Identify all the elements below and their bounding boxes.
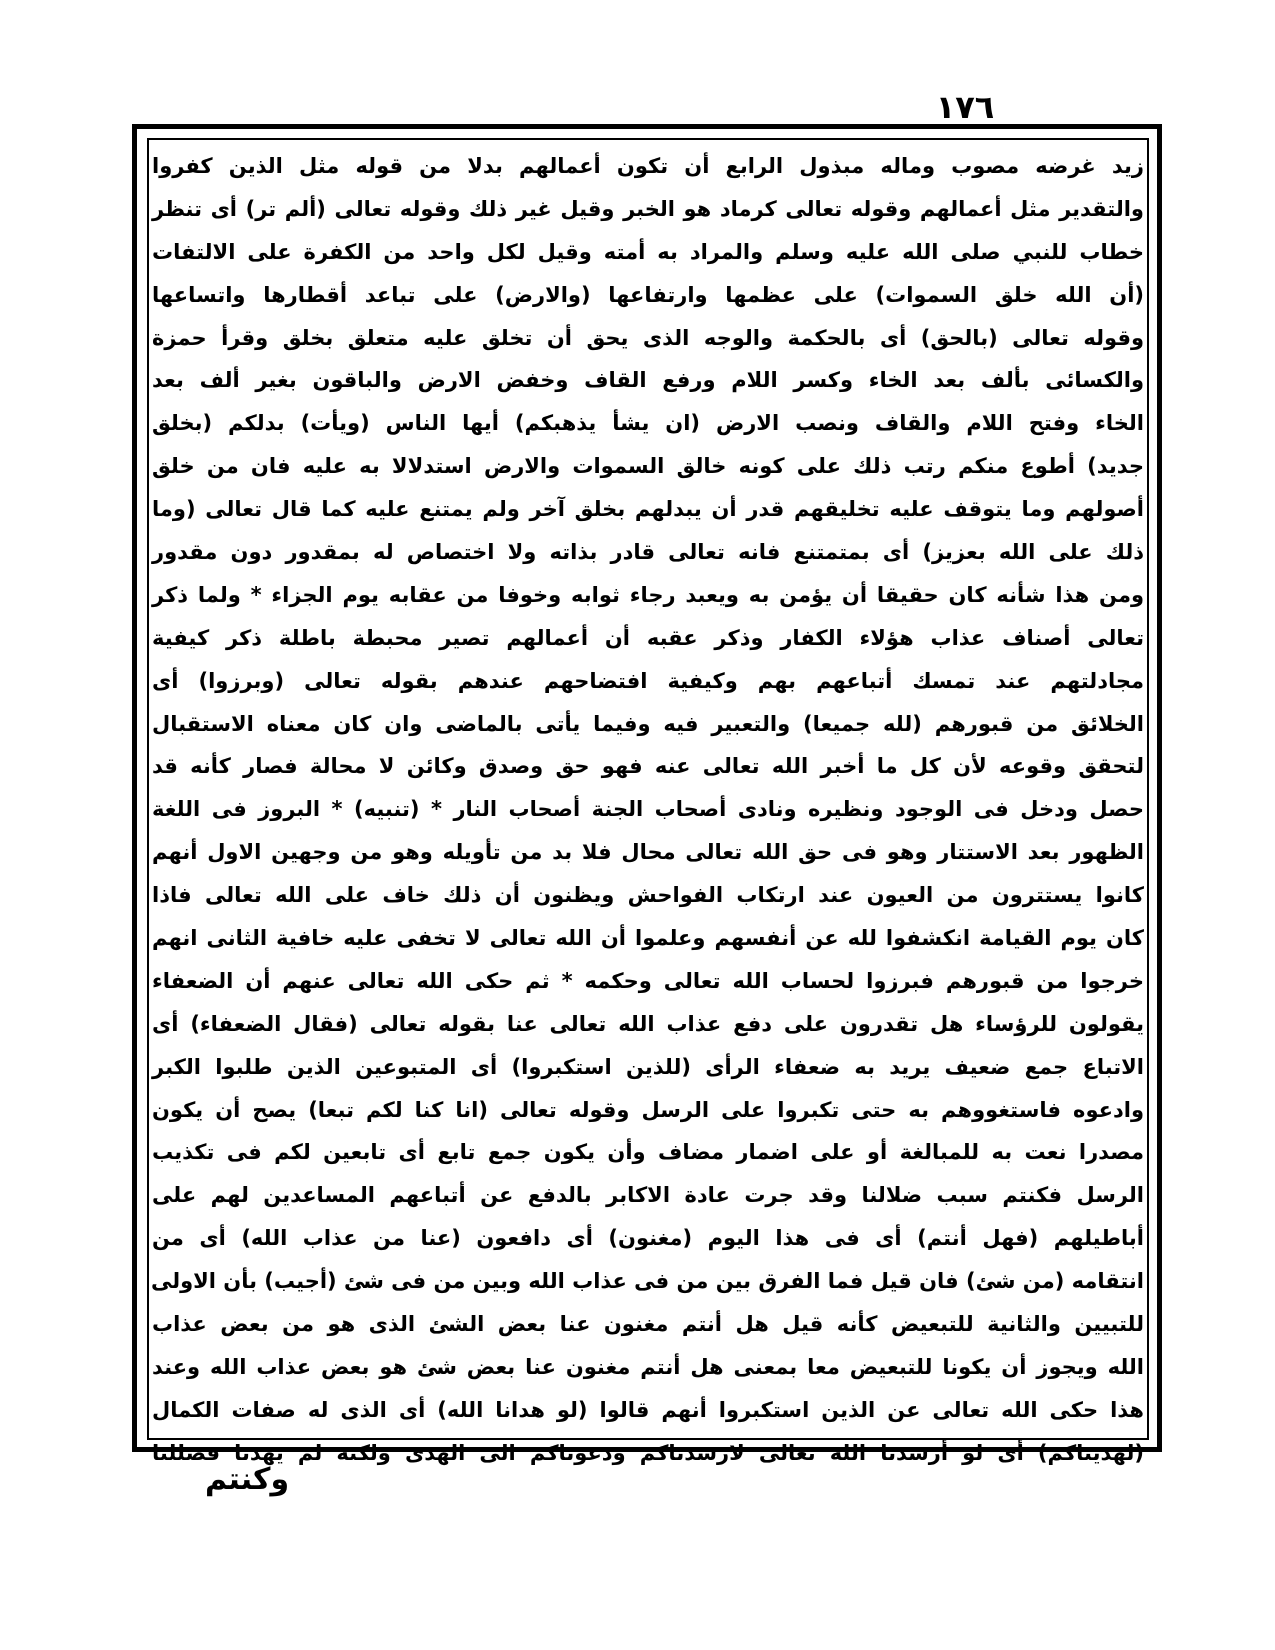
text-line: وقوله تعالى (بالحق) أى بالحكمة والوجه الذى يحق أن تخلق عليه متعلق بخلق وقرأ حمزة <box>152 325 1144 350</box>
text-line: (لهديناكم) أى لو أرشدنا الله تعالى لارشدناكم ودعوناكم الى الهدى ولكنه لم يهدنا فضللنا <box>152 1440 1144 1465</box>
text-line: هذا حكى الله تعالى عن الذين استكبروا أنهم قالوا (لو هدانا الله) أى الذى له صفات الكمال <box>152 1397 1144 1422</box>
text-line: حصل ودخل فى الوجود ونظيره ونادى أصحاب الجنة أصحاب النار * (تنبيه) * البروز فى اللغة <box>152 797 1144 822</box>
text-line: ومن هذا شأنه كان حقيقا أن يؤمن به ويعبد رجاء ثوابه وخوفا من عقابه يوم الجزاء * ولما ذكر <box>152 582 1144 607</box>
text-line: الخاء وفتح اللام والقاف ونصب الارض (ان يشأ يذهبكم) أيها الناس (ويأت) بدلكم (بخلق <box>152 411 1144 436</box>
text-line: مصدرا نعت به للمبالغة أو على اضمار مضاف وأن يكون جمع تابع أى تابعين لكم فى تكذيب <box>152 1140 1144 1165</box>
text-line: انتقامه (من شئ) فان قيل فما الفرق بين من فى عذاب الله وبين من فى شئ (أجيب) بأن الاولى <box>150 1269 1144 1294</box>
text-line: ذلك على الله بعزيز) أى بمتمتنع فانه تعالى قادر بذاته ولا اختصاص له بمقدور دون مقدور <box>152 540 1144 565</box>
text-line: مجادلتهم عند تمسك أتباعهم بهم وكيفية افتضاحهم عندهم بقوله تعالى (وبرزوا) أى <box>152 668 1144 693</box>
text-line: يقولون للرؤساء هل تقدرون على دفع عذاب الله تعالى عنا بقوله تعالى (فقال الضعفاء) أى <box>152 1011 1144 1036</box>
text-line: أباطيلهم (فهل أنتم) أى فى هذا اليوم (مغنون) أى دافعون (عنا من عذاب الله) أى من <box>152 1226 1144 1251</box>
text-line: الله ويجوز أن يكونا للتبعيض معا بمعنى هل أنتم مغنون عنا بعض شئ هو بعض عذاب الله وعند <box>152 1354 1144 1379</box>
text-line: والتقدير مثل أعمالهم وقوله تعالى كرماد هو الخبر وقيل غير ذلك وقوله تعالى (ألم تر) أى تنظر <box>152 196 1144 221</box>
catchword: وكنتم <box>205 1462 290 1497</box>
text-line: خرجوا من قبورهم فبرزوا لحساب الله تعالى وحكمه * ثم حكى الله تعالى عنهم أن الضعفاء <box>152 968 1144 993</box>
text-line: الاتباع جمع ضعيف يريد به ضعفاء الرأى (للذين استكبروا) أى المتبوعين الذين طلبوا الكبر <box>152 1054 1144 1079</box>
text-line: والكسائى بألف بعد الخاء وكسر اللام ورفع القاف وخفض الارض والباقون بغير ألف بعد <box>152 368 1144 393</box>
text-line: جديد) أطوع منكم رتب ذلك على كونه خالق السموات والارض استدلالا به عليه فان من خلق <box>152 454 1144 479</box>
text-line: للتبيين والثانية للتبعيض كأنه قيل هل أنتم مغنون عنا بعض الشئ الذى هو من بعض عذاب <box>152 1312 1144 1337</box>
text-line: (أن الله خلق السموات) على عظمها وارتفاعها (والارض) على تباعد أقطارها واتساعها <box>152 282 1144 307</box>
text-line: أصولهم وما يتوقف عليه تخليقهم قدر أن يبدلهم بخلق آخر ولم يمتنع عليه كما قال تعالى (وما <box>152 497 1144 522</box>
text-line: الظهور بعد الاستتار وهو فى حق الله تعالى محال فلا بد من تأويله وهو من وجهين الاول أنهم <box>152 840 1144 865</box>
text-line: لتحقق وقوعه لأن كل ما أخبر الله تعالى عنه فهو حق وصدق وكائن لا محالة فصار كأنه قد <box>152 754 1144 779</box>
text-line: وادعوه فاستغووهم به حتى تكبروا على الرسل وقوله تعالى (انا كنا لكم تبعا) يصح أن يكون <box>152 1097 1144 1122</box>
main-text-block <box>150 145 1144 1465</box>
text-line: كانوا يستترون من العيون عند ارتكاب الفواحش ويظنون أن ذلك خاف على الله تعالى فاذا <box>152 883 1144 908</box>
text-line: خطاب للنبي صلى الله عليه وسلم والمراد به أمته وقيل لكل واحد من الكفرة على الالتفات <box>152 239 1144 264</box>
page-number: ١٧٦ <box>935 88 995 126</box>
text-line: تعالى أصناف عذاب هؤلاء الكفار وذكر عقبه أن أعمالهم تصير محبطة باطلة ذكر كيفية <box>152 625 1144 650</box>
text-line: كان يوم القيامة انكشفوا لله عن أنفسهم وعلموا أن الله تعالى لا تخفى عليه خافية الثانى انهم <box>152 926 1144 951</box>
text-line: زيد غرضه مصوب وماله مبذول الرابع أن تكون أعمالهم بدلا من قوله مثل الذين كفروا <box>152 154 1144 178</box>
text-line: الرسل فكنتم سبب ضلالنا وقد جرت عادة الاكابر بالدفع عن أتباعهم المساعدين لهم على <box>152 1183 1144 1208</box>
text-line: الخلائق من قبورهم (لله جميعا) والتعبير فيه وفيما يأتى بالماضى وان كان معناه الاستقبال <box>152 711 1144 736</box>
